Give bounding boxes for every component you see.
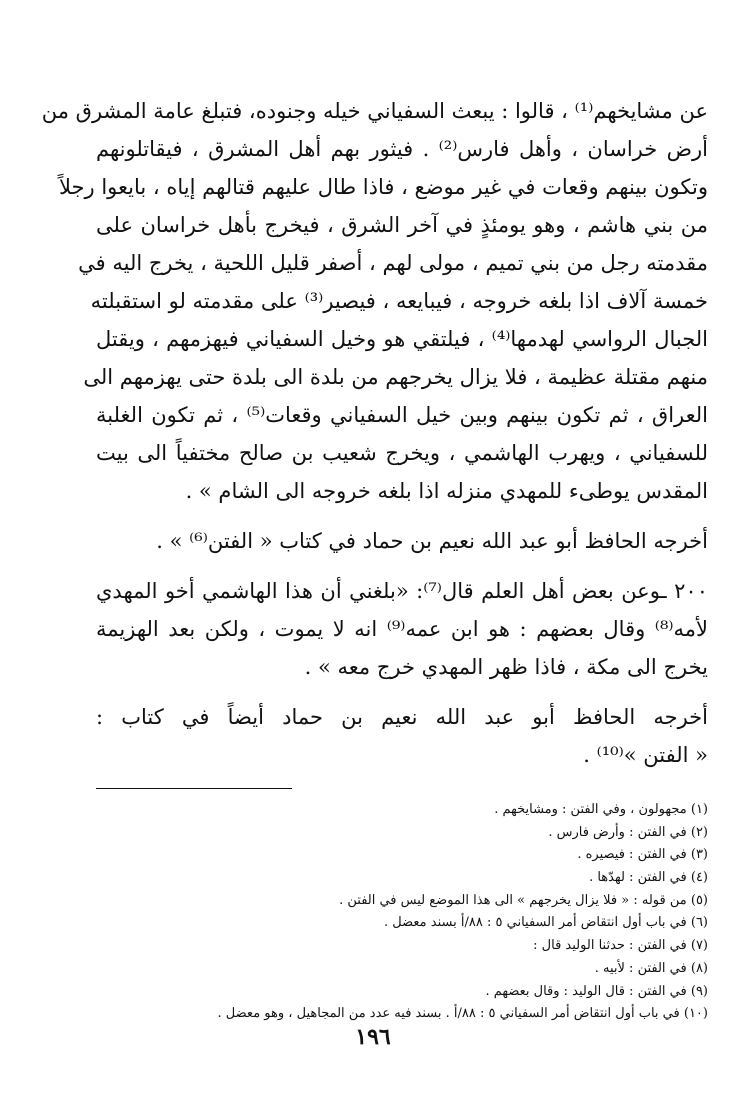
footnotes xyxy=(96,799,708,1026)
body-line: المقدس يوطىء للمهدي منزله اذا بلغه خروجه الى الشام » . xyxy=(185,479,708,503)
hadith-line: يخرج الى مكة ، فاذا ظهر المهدي خرج معه » . xyxy=(304,655,708,679)
body-line: منهم مقتلة عظيمة ، فلا يزال يخرجهم من بلدة الى بلدة حتى يهزمهم الى xyxy=(83,365,708,389)
source-line: أخرجه الحافظ أبو عبد الله نعيم بن حماد أيضاً في كتاب : xyxy=(96,705,708,729)
body-line: وتكون بينهم وقعات في غير موضع ، فاذا طال عليهم قتالهم إياه ، بايعوا رجلاً xyxy=(58,175,708,199)
footnote: (٨) في الفتن : لأبيه . xyxy=(594,960,708,976)
hadith-line: لأمه⁽⁸⁾ وقال بعضهم : هو ابن عمه⁽⁹⁾ انه لا يموت ، ولكن بعد الهزيمة xyxy=(96,617,709,641)
body-line: للسفياني ، ويهرب الهاشمي ، ويخرج شعيب بن صالح مختفياً الى بيت xyxy=(96,441,708,465)
footnote: (٦) في باب أول انتقاض أمر السفياني ٥ : ٨٨/أ بسند معضل . xyxy=(384,915,708,931)
body-line: مقدمته رجل من بني تميم ، مولى لهم ، أصفر قليل اللحية ، يخرج اليه في xyxy=(78,251,708,275)
body-line: من بني هاشم ، وهو يومئذٍ في آخر الشرق ، فيخرج بأهل خراسان على xyxy=(96,213,708,237)
page-number: ١٩٦ xyxy=(355,1024,391,1050)
footnote-divider xyxy=(96,788,292,789)
body-line: العراق ، ثم تكون بينهم وبين خيل السفياني وقعات⁽⁵⁾ ، ثم تكون الغلبة xyxy=(96,403,708,427)
footnote: (٧) في الفتن : حدثنا الوليد قال : xyxy=(533,938,708,954)
page-content xyxy=(41,92,709,1026)
footnote: (١) مجهولون ، وفي الفتن : ومشايخهم . xyxy=(494,802,708,817)
footnote: (٣) في الفتن : فيصيره . xyxy=(577,847,708,863)
footnote: (٥) من قوله : « فلا يزال يخرجهم » الى هذا الموضع ليس في الفتن . xyxy=(339,892,708,908)
footnote: (٢) في الفتن : وأرض فارس . xyxy=(548,824,708,840)
narration-paragraph xyxy=(41,92,708,510)
body-line: عن مشايخهم⁽¹⁾ ، قالوا : يبعث السفياني خيله وجنوده، فتبلغ عامة المشرق من xyxy=(41,99,708,123)
footnote: (١٠) في باب أول انتقاض أمر السفياني ٥ : ٨٨/أ . بسند فيه عدد من المجاهيل ، وهو معضل . xyxy=(217,1006,708,1022)
body-line: الجبال الرواسي لهدمها⁽⁴⁾ ، فيلتقي هو وخيل السفياني فيهزمهم ، ويقتل xyxy=(96,327,708,351)
source-attribution: أخرجه الحافظ أبو عبد الله نعيم بن حماد في كتاب « الفتن⁽⁶⁾ » . xyxy=(156,529,708,553)
footnote: (٤) في الفتن : لهدّها . xyxy=(589,870,708,886)
source-attribution-2 xyxy=(96,698,708,774)
source-line: « الفتن »⁽¹⁰⁾ . xyxy=(583,743,708,767)
body-line: أرض خراسان ، وأهل فارس⁽²⁾ . فيثور بهم أهل المشرق ، فيقاتلونهم xyxy=(96,137,708,161)
body-line: خمسة آلاف اذا بلغه خروجه ، فيبايعه ، فيصير⁽³⁾ على مقدمته لو استقبلته xyxy=(90,289,708,313)
footnote: (٩) في الفتن : قال الوليد : وقال بعضهم . xyxy=(485,983,708,999)
hadith-line: ٢٠٠ ـوعن بعض أهل العلم قال⁽⁷⁾: «بلغني أن هذا الهاشمي أخو المهدي xyxy=(96,579,708,603)
hadith-paragraph xyxy=(96,572,708,686)
